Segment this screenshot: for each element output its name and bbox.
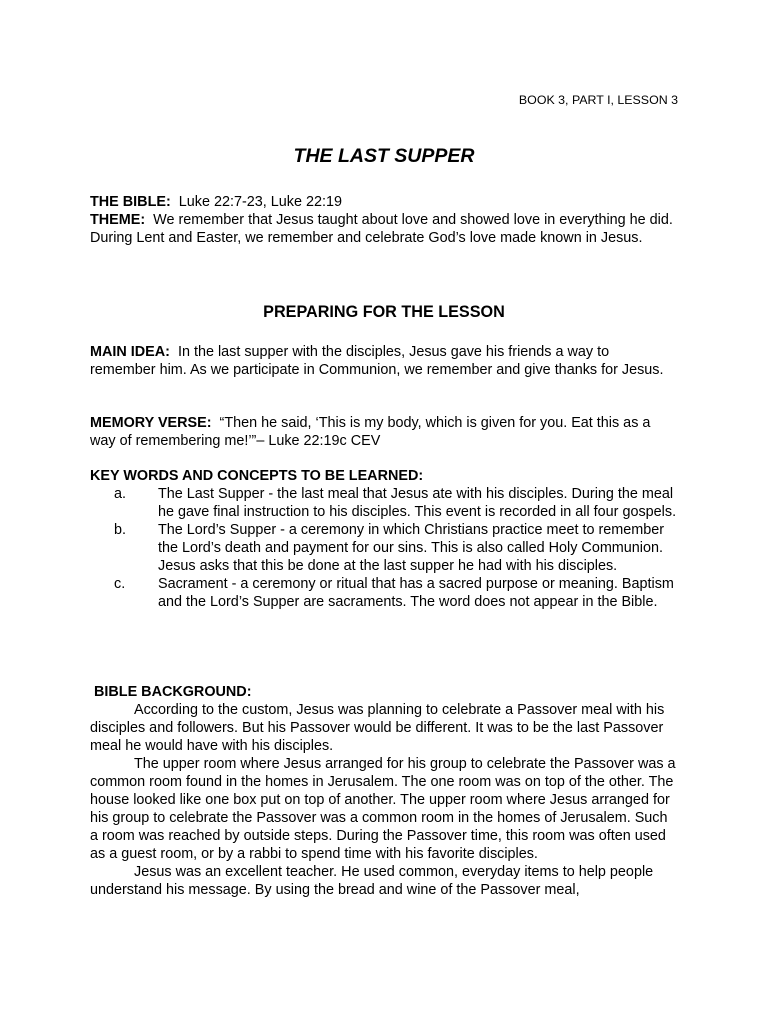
list-item — [90, 575, 678, 611]
main-idea-text: In the last supper with the disciples, Jesus gave his friends a way to remember him. As we participate in Communion, we remember and give thanks for Jesus. — [90, 344, 664, 378]
memory-verse — [90, 414, 678, 450]
document-title: THE LAST SUPPER — [293, 145, 475, 167]
background-paragraph: According to the custom, Jesus was planning to celebrate a Passover meal with his disciples and followers. But his Passover would be different. It was to be the last Passover meal he would have with his disciples. — [90, 702, 665, 754]
memory-verse-text: “Then he said, ‘This is my body, which is given for you. Eat this as a way of remembering me!’”– Luke 22:19c CEV — [90, 415, 651, 449]
bible-line — [90, 193, 678, 211]
bible-text: Luke 22:7-23, Luke 22:19 — [178, 194, 342, 210]
list-item-text: The Last Supper - the last meal that Jesus ate with his disciples. During the meal he gave final instruction to his disciples. This event is recorded in all four gospels. — [158, 486, 677, 520]
lesson-reference: BOOK 3, PART I, LESSON 3 — [518, 93, 678, 107]
theme-label: THEME: — [90, 212, 146, 228]
main-idea-label: MAIN IDEA: — [90, 344, 170, 360]
bible-background-heading: BIBLE BACKGROUND: — [94, 684, 252, 700]
list-item-text: Sacrament - a ceremony or ritual that has a sacred purpose or meaning. Baptism and the Lord’s Supper are sacraments. The word does not appear in the Bible. — [158, 576, 674, 610]
list-item-letter: a. — [114, 486, 127, 502]
background-paragraph: Jesus was an excellent teacher. He used common, everyday items to help people understand his message. By using the bread and wine of the Passover meal, — [90, 864, 654, 898]
theme-text: We remember that Jesus taught about love and showed love in everything he did. During Lent and Easter, we remember and celebrate God’s love made known in Jesus. — [90, 212, 673, 246]
section-heading: PREPARING FOR THE LESSON — [263, 303, 505, 321]
list-item — [90, 521, 678, 575]
key-words-list — [90, 485, 678, 611]
bible-theme-block — [90, 193, 678, 247]
key-words-heading: KEY WORDS AND CONCEPTS TO BE LEARNED: — [90, 468, 424, 484]
main-idea — [90, 343, 678, 379]
theme-line — [90, 211, 678, 247]
list-item — [90, 485, 678, 521]
bible-background-body — [90, 701, 678, 899]
list-item-letter: b. — [114, 522, 127, 538]
list-item-text: The Lord’s Supper - a ceremony in which Christians practice meet to remember the Lord’s death and payment for our sins. This is also called Holy Communion. Jesus asks that this be done at the last supper he had with his disciples. — [158, 522, 665, 574]
bible-label: THE BIBLE: — [90, 194, 171, 210]
background-paragraph: The upper room where Jesus arranged for his group to celebrate the Passover was a common room found in the homes in Jerusalem. The one room was on top of the other. The house looked like one box put on top of another. The upper room where Jesus arranged for his group to celebrate the Passover was a common room in the homes of Jerusalem. Such a room was reached by outside steps. During the Passover time, this room was often used as a guest room, or by a rabbi to spend time with his favorite disciples. — [90, 756, 676, 862]
list-item-letter: c. — [114, 576, 126, 592]
memory-verse-label: MEMORY VERSE: — [90, 415, 212, 431]
